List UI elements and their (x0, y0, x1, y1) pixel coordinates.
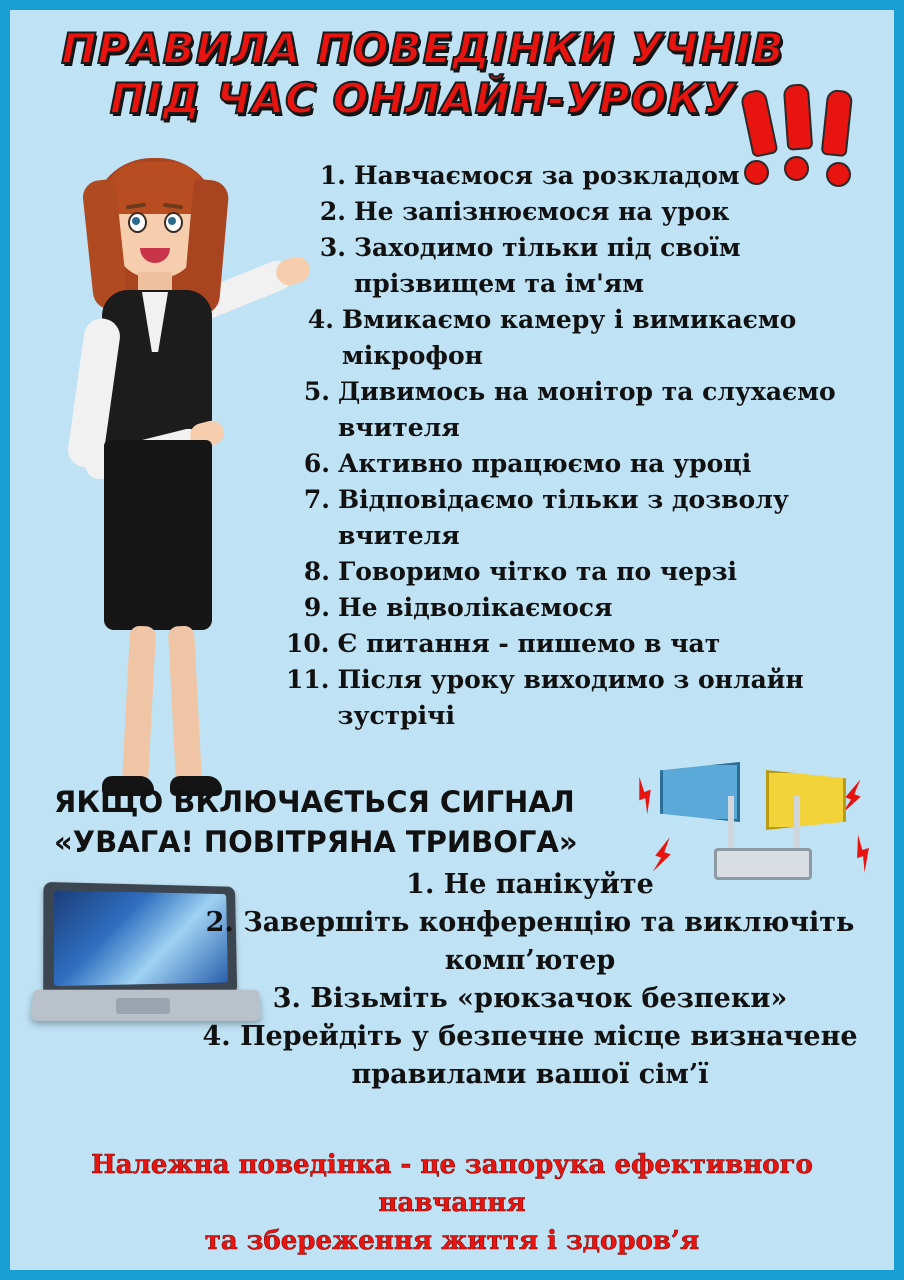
title-line-2: ПІД ЧАС ОНЛАЙН-УРОКУ (109, 74, 737, 123)
rule-number: 6. (303, 449, 330, 478)
rule-text: Є питання - пишемо в чат (337, 629, 721, 658)
rules-list (286, 158, 876, 734)
rule-number: 11. (286, 665, 330, 694)
rule-number: 5. (303, 377, 330, 406)
title-line-1: ПРАВИЛА ПОВЕДІНКИ УЧНІВ (61, 24, 785, 73)
footer-line-1: Належна поведінка - це запорука ефективного навчання (91, 1150, 813, 1218)
alarm-heading-line-2: «УВАГА! ПОВІТРЯНА ТРИВОГА» (54, 825, 578, 859)
rule-number: 7. (303, 485, 330, 514)
rule-text: Вмикаємо камеру і вимикаємо мікрофон (342, 305, 797, 370)
alarm-rule-number: 2. (205, 907, 234, 938)
rule-text: Після уроку виходимо з онлайн зустрічі (337, 665, 804, 730)
rule-text: Говоримо чітко та по черзі (338, 557, 738, 586)
alarm-rule-item (180, 866, 880, 904)
alarm-rules-list (180, 866, 880, 1094)
rule-text: Відповідаємо тільки з дозволу вчителя (338, 485, 789, 550)
rule-item (286, 194, 876, 230)
rule-number: 10. (286, 629, 330, 658)
alarm-rule-number: 1. (406, 869, 435, 900)
alarm-rule-item (180, 1018, 880, 1094)
exclamation-bar (783, 83, 814, 151)
rule-item (286, 554, 876, 590)
alarm-heading-line-1: ЯКЩО ВКЛЮЧАЄТЬСЯ СИГНАЛ (54, 785, 575, 819)
alarm-heading (54, 782, 654, 862)
leg-left (122, 625, 156, 786)
rule-number: 8. (303, 557, 330, 586)
pupil-right (168, 217, 176, 225)
rule-item (286, 626, 876, 662)
rule-number: 3. (319, 233, 346, 262)
alarm-rule-text: Перейдіть у безпечне місце визначене правилами вашої сім’ї (240, 1021, 858, 1090)
exclamation-bar (739, 88, 778, 158)
rule-text: Не запізнюємося на урок (354, 197, 730, 226)
alarm-rule-item (180, 904, 880, 980)
rule-text: Дивимось на монітор та слухаємо вчителя (338, 377, 836, 442)
rule-text: Заходимо тільки під своїм прізвищем та ім'ям (354, 233, 741, 298)
rule-number: 4. (307, 305, 334, 334)
skirt (104, 440, 212, 630)
rule-item (286, 374, 876, 446)
rule-text: Не відволікаємося (338, 593, 613, 622)
siren-stand (728, 796, 800, 852)
alarm-rule-text: Не панікуйте (443, 869, 654, 900)
rule-item (286, 662, 876, 734)
pupil-left (132, 217, 140, 225)
alarm-rule-number: 4. (202, 1021, 231, 1052)
rule-item (286, 446, 876, 482)
teacher-illustration (30, 140, 295, 790)
rule-number: 2. (319, 197, 346, 226)
rule-text: Активно працюємо на уроці (338, 449, 752, 478)
rule-item (286, 482, 876, 554)
rule-text: Навчаємося за розкладом (354, 161, 740, 190)
leg-right (168, 625, 202, 786)
exclamation-bar (821, 89, 854, 157)
footer-line-2: та збереження життя і здоров’я (204, 1226, 700, 1256)
page-title (28, 24, 818, 124)
alarm-rule-text: Завершіть конференцію та виключіть комп’ютер (243, 907, 855, 976)
rule-number: 9. (303, 593, 330, 622)
footer-message (30, 1146, 874, 1260)
rule-item (286, 230, 876, 302)
alarm-rule-number: 3. (272, 983, 301, 1014)
rule-item (286, 302, 876, 374)
alarm-rule-item (180, 980, 880, 1018)
alarm-rule-text: Візьміть «рюкзачок безпеки» (310, 983, 788, 1014)
rule-item (286, 158, 876, 194)
rule-item (286, 590, 876, 626)
rule-number: 1. (319, 161, 346, 190)
laptop-touchpad (116, 998, 170, 1014)
